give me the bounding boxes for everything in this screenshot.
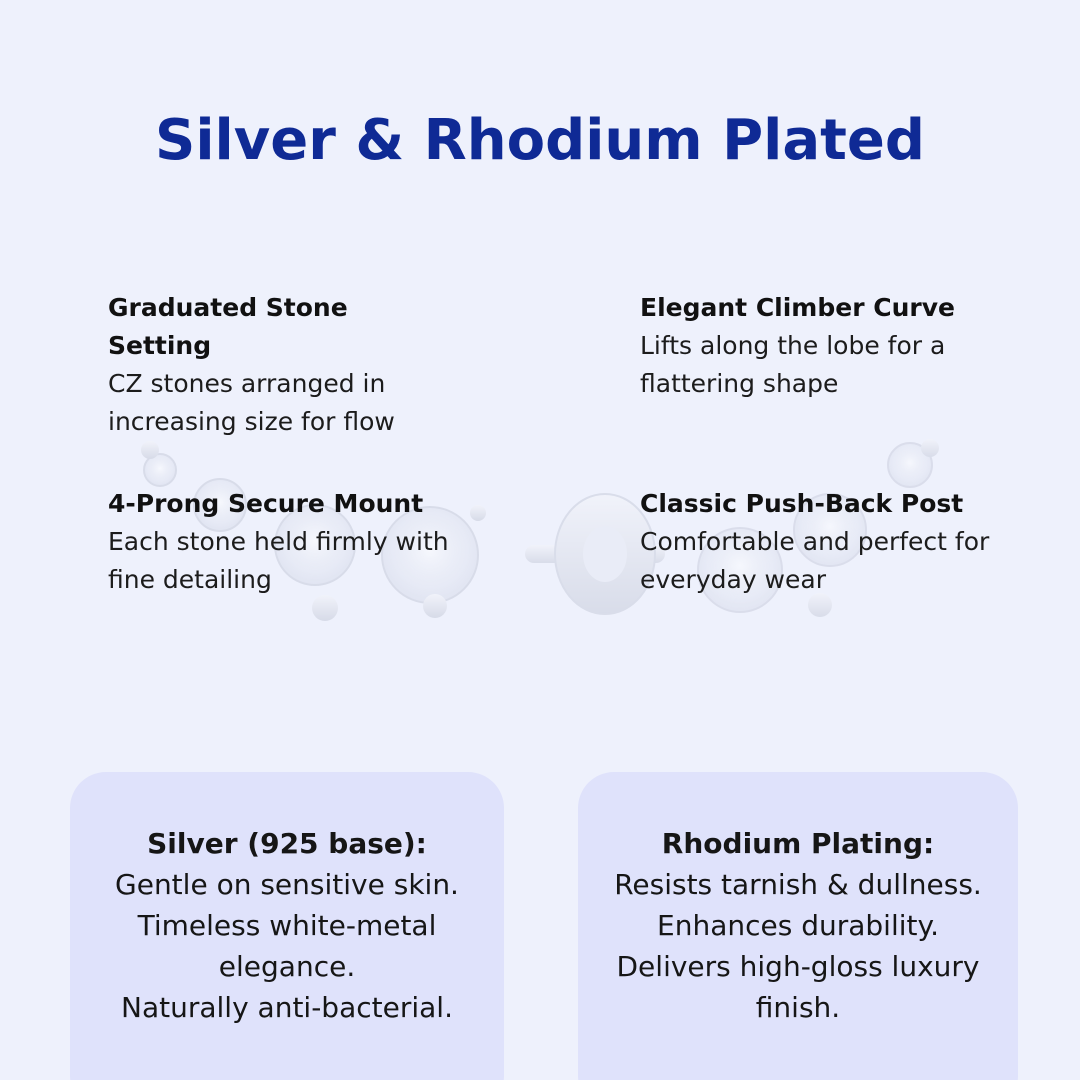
page-title: Silver & Rhodium Plated xyxy=(155,108,925,173)
feature-description: Comfortable and perfect for everyday wear xyxy=(640,527,990,594)
card-title: Silver (925 base): xyxy=(147,827,427,860)
feature-description: Each stone held firmly with fine detailing xyxy=(108,527,449,594)
card-title: Rhodium Plating: xyxy=(661,827,935,860)
card-line: Timeless white-metal elegance. xyxy=(137,909,437,983)
feature-elegant-climber-curve xyxy=(640,289,1000,403)
feature-graduated-stone-setting xyxy=(108,289,448,441)
card-line: Resists tarnish & dullness. xyxy=(614,868,982,901)
feature-title: Graduated Stone Setting xyxy=(108,293,348,360)
card-line: Delivers high-gloss luxury finish. xyxy=(616,950,980,1024)
feature-title: Classic Push-Back Post xyxy=(640,489,964,518)
feature-description: Lifts along the lobe for a flattering shape xyxy=(640,331,946,398)
feature-description: CZ stones arranged in increasing size for flow xyxy=(108,369,395,436)
feature-title: 4-Prong Secure Mount xyxy=(108,489,424,518)
feature-classic-push-back-post xyxy=(640,485,1020,599)
card-line: Naturally anti-bacterial. xyxy=(121,991,453,1024)
card-line: Gentle on sensitive skin. xyxy=(115,868,459,901)
feature-title: Elegant Climber Curve xyxy=(640,293,955,322)
silver-info-card xyxy=(70,772,504,1080)
feature-4-prong-secure-mount xyxy=(108,485,468,599)
rhodium-info-card xyxy=(578,772,1018,1080)
card-line: Enhances durability. xyxy=(657,909,939,942)
